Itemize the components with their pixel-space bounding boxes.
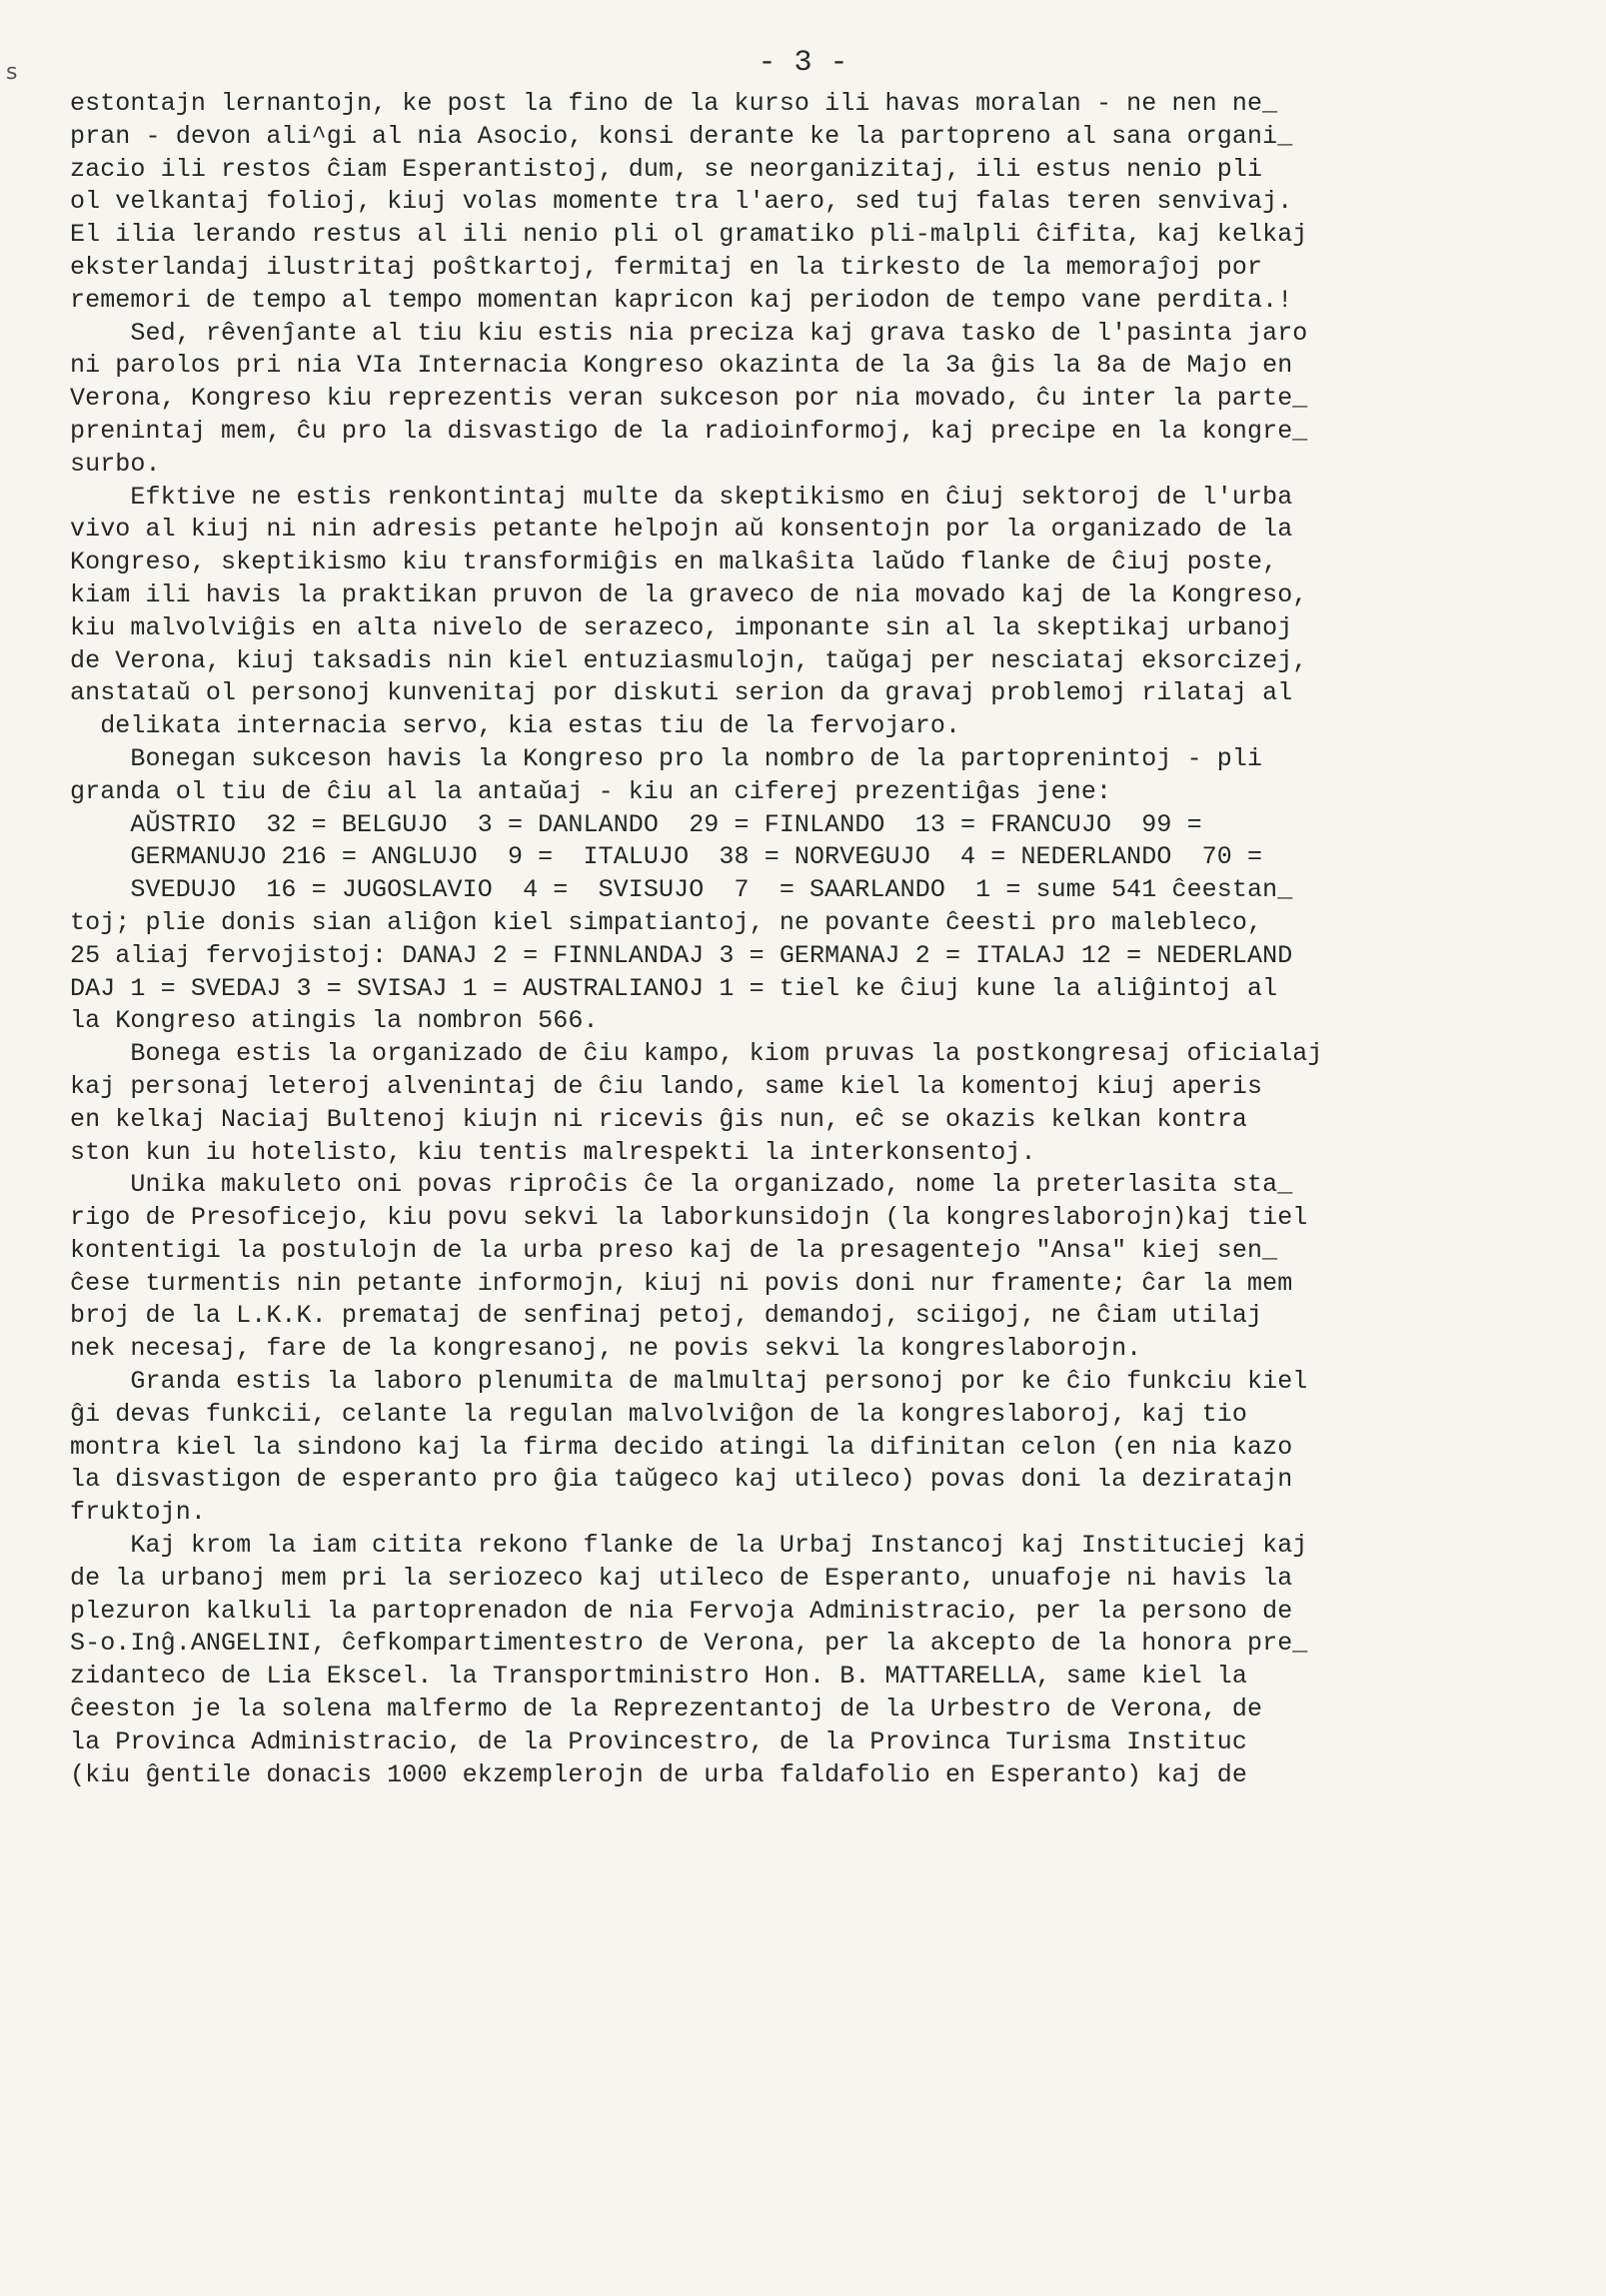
text-line: vivo al kiuj ni nin adresis petante helpojn aŭ konsentojn por la organizado de la	[70, 515, 1293, 545]
text-line: zidanteco de Lia Ekscel. la Transportministro Hon. B. MATTARELLA, same kiel la	[70, 1662, 1247, 1692]
text-line: anstataŭ ol personoj kunvenitaj por diskuti serion da gravaj problemoj rilataj al	[70, 678, 1293, 708]
text-line: ni parolos pri nia VIa Internacia Kongreso okazinta de la 3a ĝis la 8a de Majo en	[70, 351, 1293, 381]
text-line	[70, 1791, 1569, 1824]
text-line: granda ol tiu de ĉiu al la antaŭaj - kiu an ciferej prezentiĝas jene:	[70, 776, 1112, 806]
text-line: nek necesaj, fare de la kongresanoj, ne povis sekvi la kongreslaborojn.	[70, 1334, 1142, 1364]
text-line: kaj personaj leteroj alvenintaj de ĉiu lando, same kiel la komentoj kiuj aperis	[70, 1071, 1263, 1101]
text-line: en kelkaj Naciaj Bultenoj kiujn ni ricevis ĝis nun, eĉ se okazis kelkan kontra	[70, 1104, 1247, 1134]
text-line: SVEDUJO 16 = JUGOSLAVIO 4 = SVISUJO 7 = SAARLANDO 1 = sume 541 ĉeestan_	[70, 875, 1293, 905]
text-line: (kiu ĝentile donacis 1000 ekzemplerojn de urba faldafolio en Esperanto) kaj de	[70, 1759, 1247, 1789]
text-line: surbo.	[70, 449, 161, 479]
text-line: zacio ili restos ĉiam Esperantistoj, dum, se neorganizitaj, ili estus nenio pli	[70, 154, 1263, 184]
text-line: 25 aliaj fervojistoj: DANAJ 2 = FINNLANDAJ 3 = GERMANAJ 2 = ITALAJ 12 = NEDERLAND	[70, 940, 1293, 970]
text-line: toj; plie donis sian aliĝon kiel simpatiantoj, ne povante ĉeesti pro malebleco,	[70, 907, 1263, 937]
text-line: estontajn lernantojn, ke post la fino de la kurso ili havas moralan - ne nen ne_	[70, 89, 1278, 118]
text-line: S-o.Inĝ.ANGELINI, ĉefkompartimentestro de Verona, per la akcepto de la honora pre_	[70, 1629, 1308, 1659]
text-line: Kaj krom la iam citita rekono flanke de la Urbaj Instancoj kaj Instituciej kaj	[70, 1531, 1308, 1561]
text-line: El ilia lerando restus al ili nenio pli ol gramatiko pli-malpli ĉifita, kaj kelkaj	[70, 220, 1308, 250]
text-line: Bonega estis la organizado de ĉiu kampo, kiom pruvas la postkongresaj oficialaj	[70, 1039, 1323, 1069]
text-line: Unika makuleto oni povas riproĉis ĉe la organizado, nome la preterlasita sta_	[70, 1170, 1293, 1200]
text-line: ol velkantaj folioj, kiuj volas momente tra l'aero, sed tuj falas teren senvivaj.	[70, 187, 1293, 217]
text-line: ĉeeston je la solena malfermo de la Reprezentantoj de la Urbestro de Verona, de	[70, 1695, 1263, 1724]
text-line: kontentigi la postulojn de la urba preso kaj de la presagentejo "Ansa" kiej sen_	[70, 1235, 1278, 1265]
text-line: la Provinca Administracio, de la Provincestro, de la Provinca Turisma Instituc	[70, 1726, 1247, 1756]
text-line: eksterlandaj ilustritaj poŝtkartoj, fermitaj en la tirkesto de la memoraĵoj por	[70, 252, 1263, 282]
text-line: fruktojn.	[70, 1498, 206, 1528]
text-line: delikata internacia servo, kia estas tiu de la fervojaro.	[70, 711, 961, 741]
text-line: kiam ili havis la praktikan pruvon de la graveco de nia movado kaj de la Kongreso,	[70, 579, 1308, 609]
text-line: de la urbanoj mem pri la seriozeco kaj utileco de Esperanto, unuafoje ni havis la	[70, 1563, 1293, 1593]
text-line: pran - devon ali^gi al nia Asocio, konsi derante ke la partopreno al sana organi_	[70, 121, 1293, 151]
text-line: Kongreso, skeptikismo kiu transformiĝis en malkaŝita laŭdo flanke de ĉiuj poste,	[70, 548, 1278, 577]
text-line: de Verona, kiuj taksadis nin kiel entuziasmulojn, taŭgaj per nesciataj eksorcizej,	[70, 645, 1308, 675]
text-line: prenintaj mem, ĉu pro la disvastigo de la radioinformoj, kaj precipe en la kongre_	[70, 416, 1308, 446]
text-line: Sed, rêvenĵante al tiu kiu estis nia preciza kaj grava tasko de l'pasinta jaro	[70, 318, 1308, 348]
text-line: Verona, Kongreso kiu reprezentis veran sukceson por nia movado, ĉu inter la parte_	[70, 384, 1308, 414]
text-line: montra kiel la sindono kaj la firma decido atingi la difinitan celon (en nia kazo	[70, 1432, 1293, 1462]
text-line: ston kun iu hotelisto, kiu tentis malrespekti la interkonsentoj.	[70, 1137, 1036, 1167]
page-number: - 3 -	[758, 46, 848, 80]
text-line: la Kongreso atingis la nombron 566.	[70, 1006, 599, 1036]
text-line: ĝi devas funkcii, celante la regulan malvolviĝon de la kongreslaboroj, kaj tio	[70, 1399, 1247, 1429]
text-line: kiu malvolviĝis en alta nivelo de serazeco, imponante sin al la skeptikaj urbanoj	[70, 612, 1293, 642]
margin-mark: s	[6, 60, 18, 85]
text-line: broj de la L.K.K. premataj de senfinaj petoj, demandoj, sciigoj, ne ĉiam utilaj	[70, 1301, 1263, 1331]
text-line: ĉese turmentis nin petante informojn, kiuj ni povis doni nur framente; ĉar la mem	[70, 1268, 1293, 1298]
text-line: Bonegan sukceson havis la Kongreso pro la nombro de la partoprenintoj - pli	[70, 743, 1263, 773]
body-text	[70, 88, 1569, 1824]
text-line: AŬSTRIO 32 = BELGUJO 3 = DANLANDO 29 = FINLANDO 13 = FRANCUJO 99 =	[70, 809, 1202, 839]
text-line: GERMANUJO 216 = ANGLUJO 9 = ITALUJO 38 = NORVEGUJO 4 = NEDERLANDO 70 =	[70, 842, 1263, 872]
text-line: rememori de tempo al tempo momentan kapricon kaj periodon de tempo vane perdita.!	[70, 285, 1293, 315]
text-line: DAJ 1 = SVEDAJ 3 = SVISAJ 1 = AUSTRALIANOJ 1 = tiel ke ĉiuj kune la aliĝintoj al	[70, 973, 1278, 1003]
text-line: Granda estis la laboro plenumita de malmultaj personoj por ke ĉio funkciu kiel	[70, 1367, 1308, 1397]
text-line: rigo de Presoficejo, kiu povu sekvi la laborkunsidojn (la kongreslaborojn)kaj tiel	[70, 1203, 1308, 1233]
text-line: plezuron kalkuli la partoprenadon de nia Fervoja Administracio, per la persono de	[70, 1596, 1293, 1626]
text-line: la disvastigon de esperanto pro ĝia taŭgeco kaj utileco) povas doni la deziratajn	[70, 1465, 1293, 1495]
text-line: Efktive ne estis renkontintaj multe da skeptikismo en ĉiuj sektoroj de l'urba	[70, 482, 1293, 512]
